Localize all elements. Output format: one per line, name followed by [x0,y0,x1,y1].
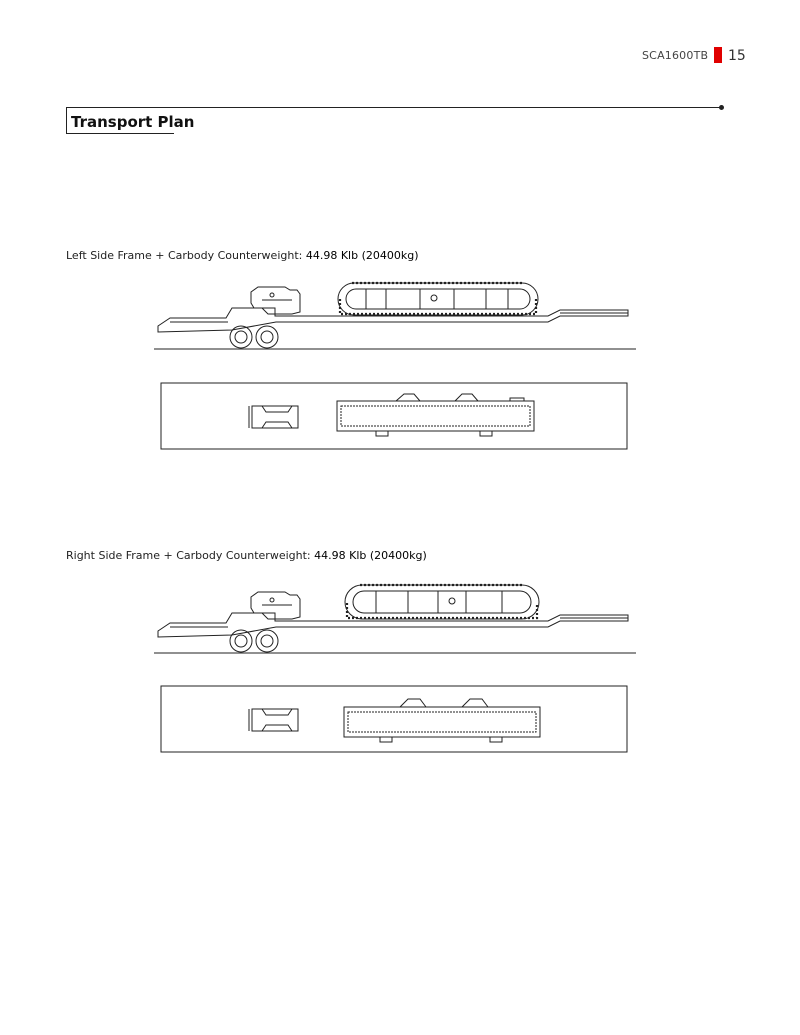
side-frame-top [344,699,540,742]
crawler-track-shoes [340,299,536,314]
load-weight: 44.98 Klb (20400kg) [305,249,419,262]
accent-bar [714,47,722,63]
load-label: Right Side Frame + Carbody Counterweight: [66,549,311,562]
side-frame-crawler [345,585,539,619]
page-number: 15 [728,48,746,64]
page-title: Transport Plan [71,113,195,131]
top-view-frame [161,383,627,449]
side-view-drawing-left [0,270,800,455]
lowboy-trailer [158,308,628,332]
top-view-frame [161,686,627,752]
load-label: Left Side Frame + Carbody Counterweight: [66,249,303,262]
side-frame-crawler [338,283,538,315]
load-caption-right [66,549,427,562]
lowboy-trailer [158,613,628,637]
section-title-frame-bottom [66,133,174,134]
load-weight: 44.98 Klb (20400kg) [314,549,427,562]
section-title-frame-left [66,107,67,134]
load-caption-left [66,249,419,262]
model-name: SCA1600TB [642,49,709,62]
side-frame-top [337,394,534,436]
section-rule-end-dot [719,105,724,110]
section-rule [66,107,720,108]
carbody-counterweight-top [249,406,298,428]
side-view-drawing-right [0,575,800,760]
trailer-wheels [230,630,278,652]
carbody-counterweight-top [249,709,298,731]
